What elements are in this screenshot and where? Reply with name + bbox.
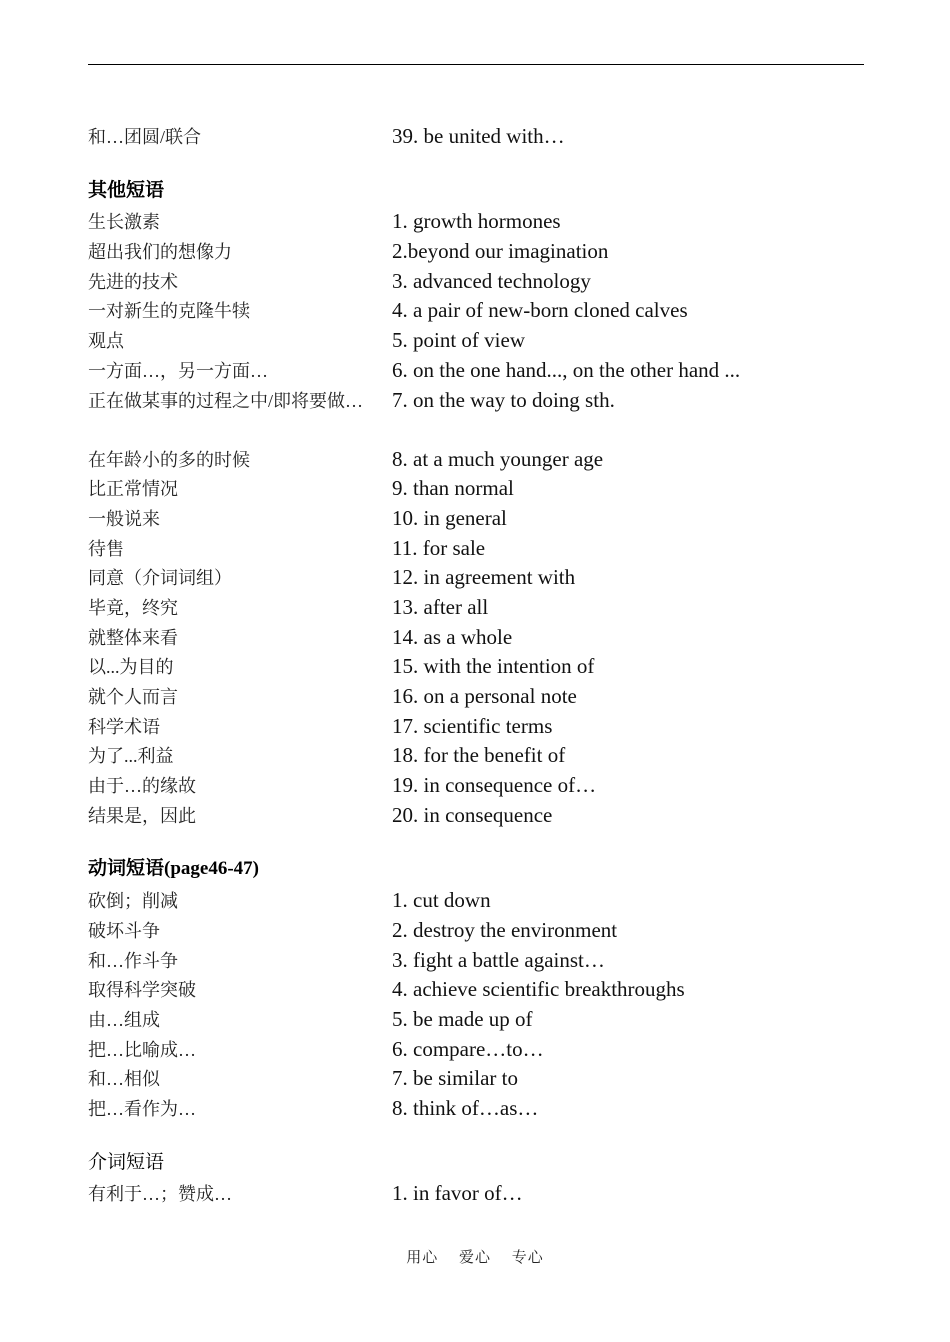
phrase-chinese: 观点 [88, 331, 124, 352]
phrase-chinese: 取得科学突破 [88, 980, 196, 1001]
top-section [88, 122, 864, 152]
phrase-row [88, 296, 864, 326]
phrase-english: 13. after all [392, 594, 489, 619]
phrase-english: 6. on the one hand..., on the other hand ... [392, 357, 741, 382]
phrase-row [88, 326, 864, 356]
phrase-row [88, 445, 864, 475]
phrase-english: 2. destroy the environment [392, 917, 618, 942]
phrase-chinese: 和…相似 [88, 1069, 160, 1090]
section-gap [88, 830, 864, 854]
verb-phrases-section [88, 854, 864, 1123]
phrase-english: 16. on a personal note [392, 684, 577, 708]
section-gap [88, 152, 864, 176]
phrase-chinese: 以...为目的 [88, 657, 174, 678]
phrase-row [88, 682, 864, 712]
phrase-row [88, 623, 864, 653]
document-body [88, 122, 864, 1209]
phrase-chinese: 为了...利益 [88, 746, 174, 767]
section-heading: 介词短语 [88, 1151, 165, 1173]
phrase-row [88, 504, 864, 534]
section-gap [88, 1124, 864, 1148]
phrase-row [88, 386, 864, 445]
phrase-row [88, 1005, 864, 1035]
phrase-chinese: 同意（介词词组） [88, 568, 232, 589]
phrase-chinese: 生长激素 [88, 212, 160, 233]
phrase-row [88, 712, 864, 742]
footer-text: 专心 [511, 1250, 544, 1266]
phrase-chinese: 由于…的缘故 [88, 776, 196, 797]
phrase-chinese: 就整体来看 [88, 627, 178, 648]
phrase-chinese: 一般说来 [88, 508, 160, 529]
header-rule [88, 64, 864, 65]
phrase-chinese: 把…看作为… [88, 1098, 196, 1119]
phrase-chinese: 和…作斗争 [88, 950, 178, 971]
phrase-english: 2.beyond our imagination [392, 239, 609, 264]
phrase-english: 17. scientific terms [392, 713, 553, 738]
phrase-english: 5. point of view [392, 328, 525, 353]
phrase-chinese: 一方面…，另一方面… [88, 360, 268, 381]
phrase-chinese: 先进的技术 [88, 271, 178, 292]
phrase-row [88, 1064, 864, 1094]
phrase-chinese: 砍倒；削减 [88, 891, 178, 912]
phrase-row [88, 356, 864, 386]
phrase-english: 1. in favor of… [392, 1181, 523, 1206]
phrase-chinese: 结果是，因此 [88, 805, 196, 826]
phrase-chinese: 比正常情况 [88, 479, 178, 500]
phrase-english: 11. for sale [392, 535, 486, 560]
phrase-english: 1. cut down [392, 888, 491, 913]
phrase-row [88, 1179, 864, 1209]
phrase-english: 6. compare…to… [392, 1036, 544, 1061]
phrase-row [88, 946, 864, 976]
phrase-english: 5. be made up of [392, 1006, 533, 1031]
section-heading: 其他短语 [88, 179, 165, 201]
phrase-row [88, 975, 864, 1005]
phrase-row [88, 207, 864, 237]
prep-phrases-section [88, 1148, 864, 1209]
phrase-english: 7. be similar to [392, 1066, 518, 1091]
phrase-chinese: 待售 [88, 538, 124, 559]
phrase-row [88, 237, 864, 267]
phrase-english: 12. in agreement with [392, 565, 576, 590]
phrase-row [88, 652, 864, 682]
phrase-english: 39. be united with… [392, 124, 565, 148]
phrase-english: 14. as a whole [392, 624, 513, 649]
phrase-row [88, 563, 864, 593]
phrase-english: 7. on the way to doing sth. [392, 387, 615, 412]
phrase-english: 20. in consequence [392, 802, 553, 827]
phrase-chinese: 就个人而言 [88, 687, 178, 707]
phrase-english: 9. than normal [392, 476, 514, 501]
phrase-chinese: 由…组成 [88, 1009, 160, 1030]
footer-text: 用心 [406, 1250, 439, 1266]
phrase-english: 4. a pair of new-born cloned calves [392, 298, 688, 323]
phrase-chinese: 和…团圆/联合 [88, 127, 202, 147]
phrase-english: 3. advanced technology [392, 268, 591, 293]
phrase-english: 3. fight a battle against… [392, 947, 605, 972]
phrase-row [88, 916, 864, 946]
phrase-chinese: 毕竟，终究 [88, 597, 178, 618]
phrase-chinese: 有利于…；赞成… [88, 1184, 232, 1205]
phrase-row [88, 474, 864, 504]
phrase-chinese: 在年龄小的多的时候 [88, 449, 250, 470]
phrase-chinese: 正在做某事的过程之中/即将要做… [88, 390, 363, 411]
footer-text: 爱心 [458, 1250, 491, 1266]
phrase-row [88, 1035, 864, 1065]
phrase-row [88, 122, 864, 152]
phrase-row [88, 1094, 864, 1124]
other-phrases-section [88, 176, 864, 831]
section-heading: 动词短语(page46-47) [88, 858, 259, 880]
phrase-chinese: 破坏斗争 [88, 920, 160, 941]
page-footer [0, 1246, 950, 1267]
phrase-row [88, 593, 864, 623]
phrase-english: 18. for the benefit of [392, 743, 566, 768]
phrase-row [88, 801, 864, 831]
phrase-chinese: 超出我们的想像力 [88, 242, 232, 263]
phrase-chinese: 一对新生的克隆牛犊 [88, 301, 250, 322]
phrase-row [88, 741, 864, 771]
phrase-chinese: 把…比喻成… [88, 1039, 196, 1060]
phrase-english: 8. think of…as… [392, 1095, 539, 1120]
phrase-english: 15. with the intention of [392, 654, 595, 679]
phrase-row [88, 771, 864, 801]
phrase-english: 4. achieve scientific breakthroughs [392, 977, 685, 1002]
phrase-row [88, 534, 864, 564]
phrase-english: 10. in general [392, 505, 507, 530]
phrase-english: 8. at a much younger age [392, 446, 604, 471]
phrase-row [88, 267, 864, 297]
phrase-english: 1. growth hormones [392, 209, 561, 234]
phrase-row [88, 886, 864, 916]
phrase-english: 19. in consequence of… [392, 773, 597, 798]
phrase-chinese: 科学术语 [88, 716, 160, 737]
